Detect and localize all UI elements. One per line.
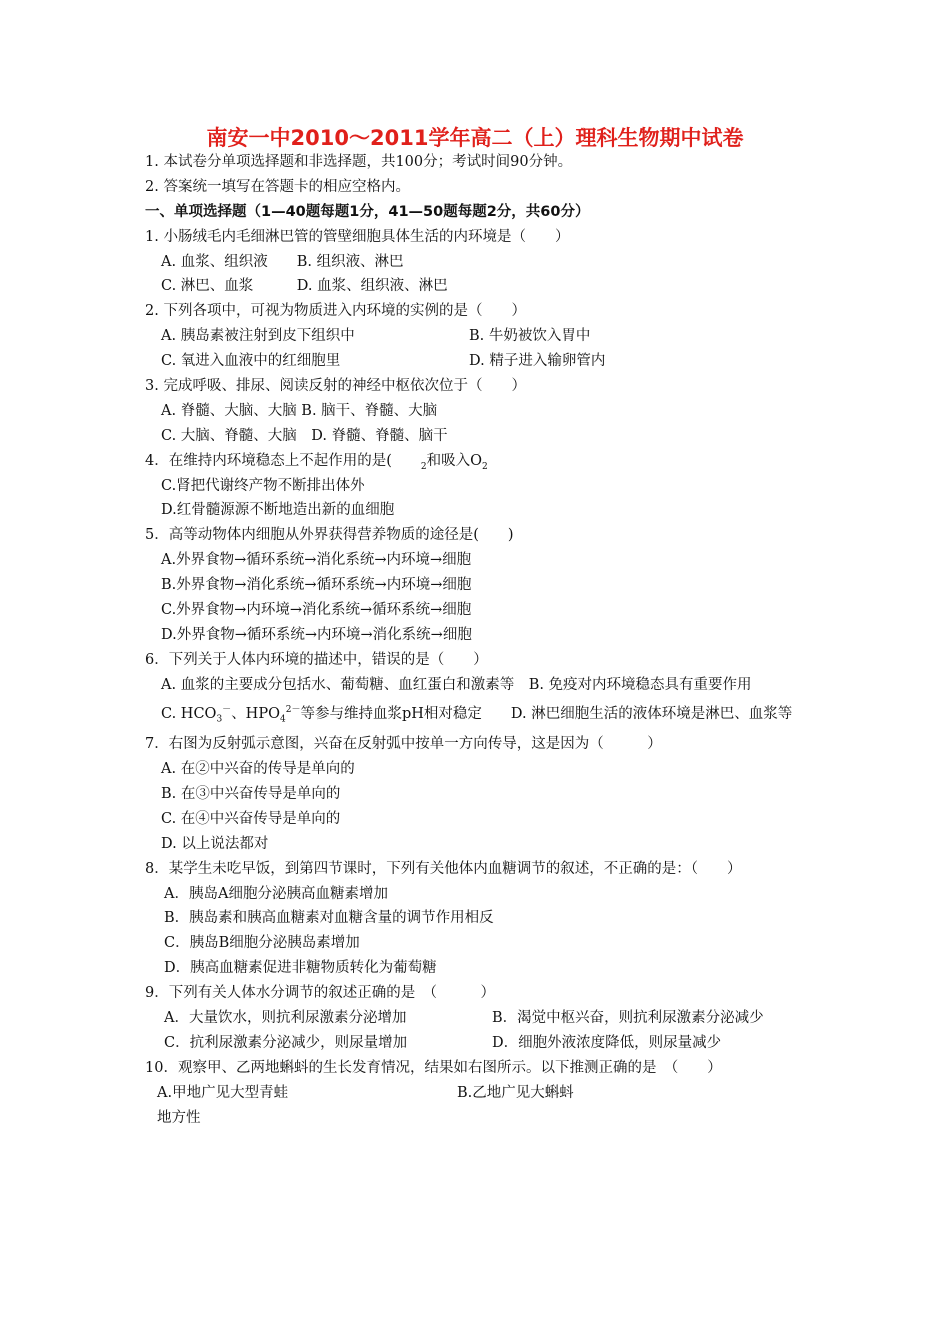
q7-option-b: B. 在③中兴奋传导是单向的 bbox=[161, 786, 341, 803]
q2-option-d: D. 精子进入输卵管内 bbox=[469, 353, 606, 370]
q10-option-b: B.乙地广见大蝌蚪 bbox=[457, 1084, 574, 1101]
q9-option-a: A．大量饮水，则抗利尿激素分泌增加 bbox=[164, 1010, 407, 1027]
q3-options-cd: C. 大脑、脊髓、大脑 D. 脊髓、脊髓、脑干 bbox=[161, 427, 448, 444]
q4-stem: 4．在维持内环境稳态上不起作用的是( $_2$和吸入$O_2$ bbox=[145, 452, 488, 472]
q5-stem: 5．高等动物体内细胞从外界获得营养物质的途径是( ) bbox=[145, 527, 514, 544]
q8-option-a: A．胰岛A细胞分泌胰高血糖素增加 bbox=[164, 885, 388, 902]
q9-option-d: D．细胞外液浓度降低，则尿量减少 bbox=[492, 1034, 722, 1051]
q6-options-ab: A. 血浆的主要成分包括水、葡萄糖、血红蛋白和激素等 B. 免疫对内环境稳态具有重要作用 bbox=[161, 676, 752, 693]
q3-stem: 3. 完成呼吸、排尿、阅读反射的神经中枢依次位于（ ） bbox=[145, 378, 526, 395]
q5-option-a: A.外界食物→循环系统→消化系统→内环境→细胞 bbox=[161, 552, 472, 569]
q10-option-a: A.甲地广见大型青蛙 bbox=[157, 1084, 289, 1101]
note-1: 1. 本试卷分单项选择题和非选择题，共100分；考试时间90分钟。 bbox=[145, 154, 573, 170]
q6-stem: 6．下列关于人体内环境的描述中，错误的是（ ） bbox=[145, 651, 488, 668]
q6-options-cd: C. $HCO_3^-$、$HPO_4^{2-}$等参与维持血浆pH相对稳定 D. 淋巴细胞生活的液体环境是淋巴、血浆等 bbox=[161, 704, 793, 725]
q1-options-cd: C. 淋巴、血浆 D. 血浆、组织液、淋巴 bbox=[161, 278, 448, 295]
q9-option-b: B．渴觉中枢兴奋，则抗利尿激素分泌减少 bbox=[492, 1010, 764, 1027]
q7-option-a: A. 在②中兴奋的传导是单向的 bbox=[161, 761, 355, 778]
q2-option-b: B. 牛奶被饮入胃中 bbox=[469, 328, 591, 345]
q9-options-cd bbox=[145, 1031, 810, 1056]
q1-stem: 1. 小肠绒毛内毛细淋巴管的管壁细胞具体生活的内环境是（ ） bbox=[145, 228, 570, 245]
q3-options-ab: A. 脊髓、大脑、大脑 B. 脑干、脊髓、大脑 bbox=[161, 402, 438, 419]
q5-option-c: C.外界食物→内环境→消化系统→循环系统→细胞 bbox=[161, 602, 472, 619]
q4-option-d: D.红骨髓源源不断地造出新的血细胞 bbox=[161, 502, 395, 519]
q1-options-ab: A. 血浆、组织液 B. 组织液、淋巴 bbox=[161, 253, 404, 270]
q8-option-b: B．胰岛素和胰高血糖素对血糖含量的调节作用相反 bbox=[164, 910, 494, 927]
q2-option-a: A. 胰岛素被注射到皮下组织中 bbox=[161, 328, 355, 345]
q8-option-c: C．胰岛B细胞分泌胰岛素增加 bbox=[164, 935, 360, 952]
q7-option-c: C. 在④中兴奋传导是单向的 bbox=[161, 810, 341, 827]
exam-body bbox=[145, 150, 810, 1131]
q9-option-c: C．抗利尿激素分泌减少，则尿量增加 bbox=[164, 1034, 408, 1051]
q4-option-c: C.肾把代谢终产物不断排出体外 bbox=[161, 477, 365, 494]
q2-stem: 2. 下列各项中，可视为物质进入内环境的实例的是（ ） bbox=[145, 303, 526, 320]
q7-stem: 7．右图为反射弧示意图，兴奋在反射弧中按单一方向传导，这是因为（ ） bbox=[145, 736, 662, 753]
q7-option-d: D. 以上说法都对 bbox=[161, 835, 269, 852]
q2-options-cd bbox=[145, 349, 810, 374]
q5-option-b: B.外界食物→消化系统→循环系统→内环境→细胞 bbox=[161, 577, 472, 594]
q2-option-c: C. 氧进入血液中的红细胞里 bbox=[161, 353, 341, 370]
q10-trailing-text: 地方性 bbox=[157, 1109, 201, 1126]
q5-option-d: D.外界食物→循环系统→内环境→消化系统→细胞 bbox=[161, 626, 472, 643]
note-2: 2. 答案统一填写在答题卡的相应空格内。 bbox=[145, 178, 410, 195]
q9-options-ab bbox=[145, 1006, 810, 1031]
q10-stem: 10．观察甲、乙两地蝌蚪的生长发育情况，结果如右图所示。以下推测正确的是 （ ） bbox=[145, 1059, 722, 1076]
q9-stem: 9．下列有关人体水分调节的叙述正确的是 （ ） bbox=[145, 985, 495, 1002]
q10-options-ab bbox=[145, 1081, 810, 1106]
q8-stem: 8．某学生未吃早饭，到第四节课时，下列有关他体内血糖调节的叙述，不正确的是：（ ） bbox=[145, 860, 742, 877]
q2-options-ab bbox=[145, 324, 810, 349]
section-heading: 一、单项选择题（1—40题每题1分，41—50题每题2分，共60分） bbox=[145, 203, 590, 220]
q8-option-d: D．胰高血糖素促进非糖物质转化为葡萄糖 bbox=[164, 960, 437, 977]
exam-title: 南安一中2010～2011学年高二（上）理科生物期中试卷 bbox=[206, 126, 744, 150]
